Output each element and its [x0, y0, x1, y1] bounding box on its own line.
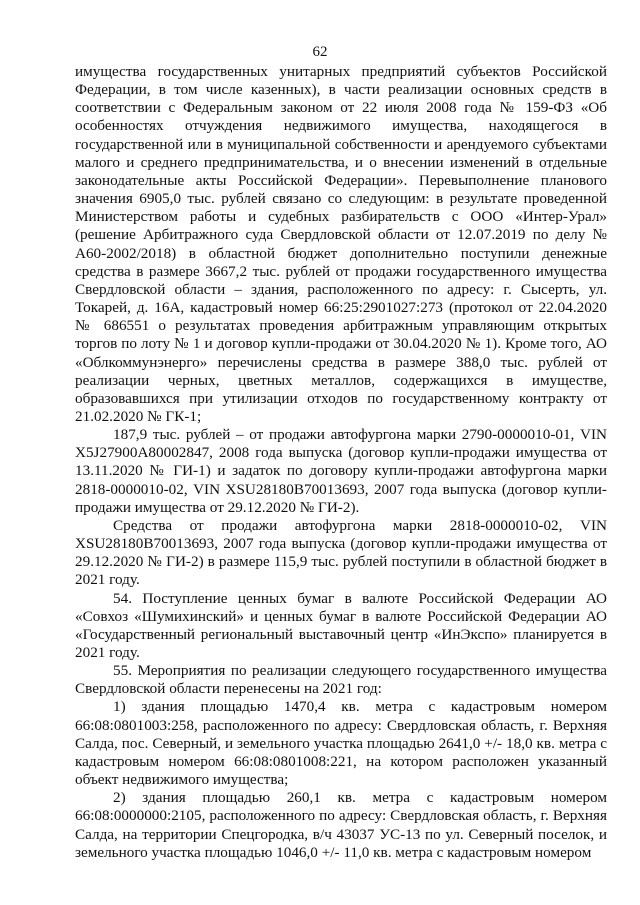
document-body [75, 63, 607, 862]
paragraph: 187,9 тыс. рублей – от продажи автофургона марки 2790-0000010-01, VIN X5J27900A80002847, 2008 года выпуска (договор купли-продажи имущества от 13.11.2020 № ГИ-1) и задаток по договору купли-продажи автофургона марки 2818-0000010-02, VIN XSU28180B70013693, 2007 года выпуска (договор купли-продажи имущества от 29.12.2020 № ГИ-2). [75, 426, 607, 516]
paragraph: 54. Поступление ценных бумаг в валюте Российской Федерации АО «Совхоз «Шумихинский» и ценных бумаг в валюте Российской Федерации АО «Государственный региональный выставочный центр «ИнЭкспо» планируется в 2021 году. [75, 589, 607, 661]
paragraph: 2) здания площадью 260,1 кв. метра с кадастровым номером 66:08:0000000:2105, расположенного по адресу: Свердловская область, г. Верхняя Салда, на территории Спецгородка, в/ч 43037 УС-13 по ул. Северный поселок, и земельного участка площадью 1046,0 +/- 11,0 кв. метра с кадастровым номером [75, 789, 607, 861]
paragraph: имущества государственных унитарных предприятий субъектов Российской Федерации, в том числе казенных), в части реализации основных средств в соответствии с Федеральным законом от 22 июля 2008 года № 159-ФЗ «Об особенностях отчуждения недвижимого имущества, находящегося в государственной или в муниципальной собственности и арендуемого субъектами малого и среднего предпринимательства, и о внесении изменений в отдельные законодательные акты Российской Федерации». Перевыполнение планового значения 6905,0 тыс. рублей связано со следующим: в результате проведенной Министерством работы и судебных разбирательств с ООО «Интер-Урал» (решение Арбитражного суда Свердловской области от 12.07.2019 по делу № А60-2002/2018) в областной бюджет дополнительно поступили денежные средства в размере 3667,2 тыс. рублей от продажи государственного имущества Свердловской области – здания, расположенного по адресу: г. Сысерть, ул. Токарей, д. 16А, кадастровый номер 66:25:2901027:273 (протокол от 22.04.2020 № 686551 о результатах проведения арбитражным управляющим открытых торгов по лоту № 1 и договор купли-продажи от 30.04.2020 № 1). Кроме того, АО «Облкоммунэнерго» перечислены средства в размере 388,0 тыс. рублей от реализации черных, цветных металлов, содержащихся в имуществе, образовавшихся при утилизации отходов по государственному контракту от 21.02.2020 № ГК-1; [75, 63, 607, 425]
paragraph: 1) здания площадью 1470,4 кв. метра с кадастровым номером 66:08:0801003:258, расположенного по адресу: Свердловская область, г. Верхняя Салда, пос. Северный, и земельного участка площадью 2641,0 +/- 18,0 кв. метра с кадастровым номером 66:08:0801008:221, на котором расположен указанный объект недвижимого имущества; [75, 698, 607, 789]
page-number: 62 [312, 44, 328, 60]
paragraph: 55. Мероприятия по реализации следующего государственного имущества Свердловской области перенесены на 2021 год: [75, 662, 607, 698]
paragraph: Средства от продажи автофургона марки 2818-0000010-02, VIN XSU28180B70013693, 2007 года выпуска (договор купли-продажи имущества от 29.12.2020 № ГИ-2) в размере 115,9 тыс. рублей поступили в областной бюджет в 2021 году. [75, 516, 607, 589]
